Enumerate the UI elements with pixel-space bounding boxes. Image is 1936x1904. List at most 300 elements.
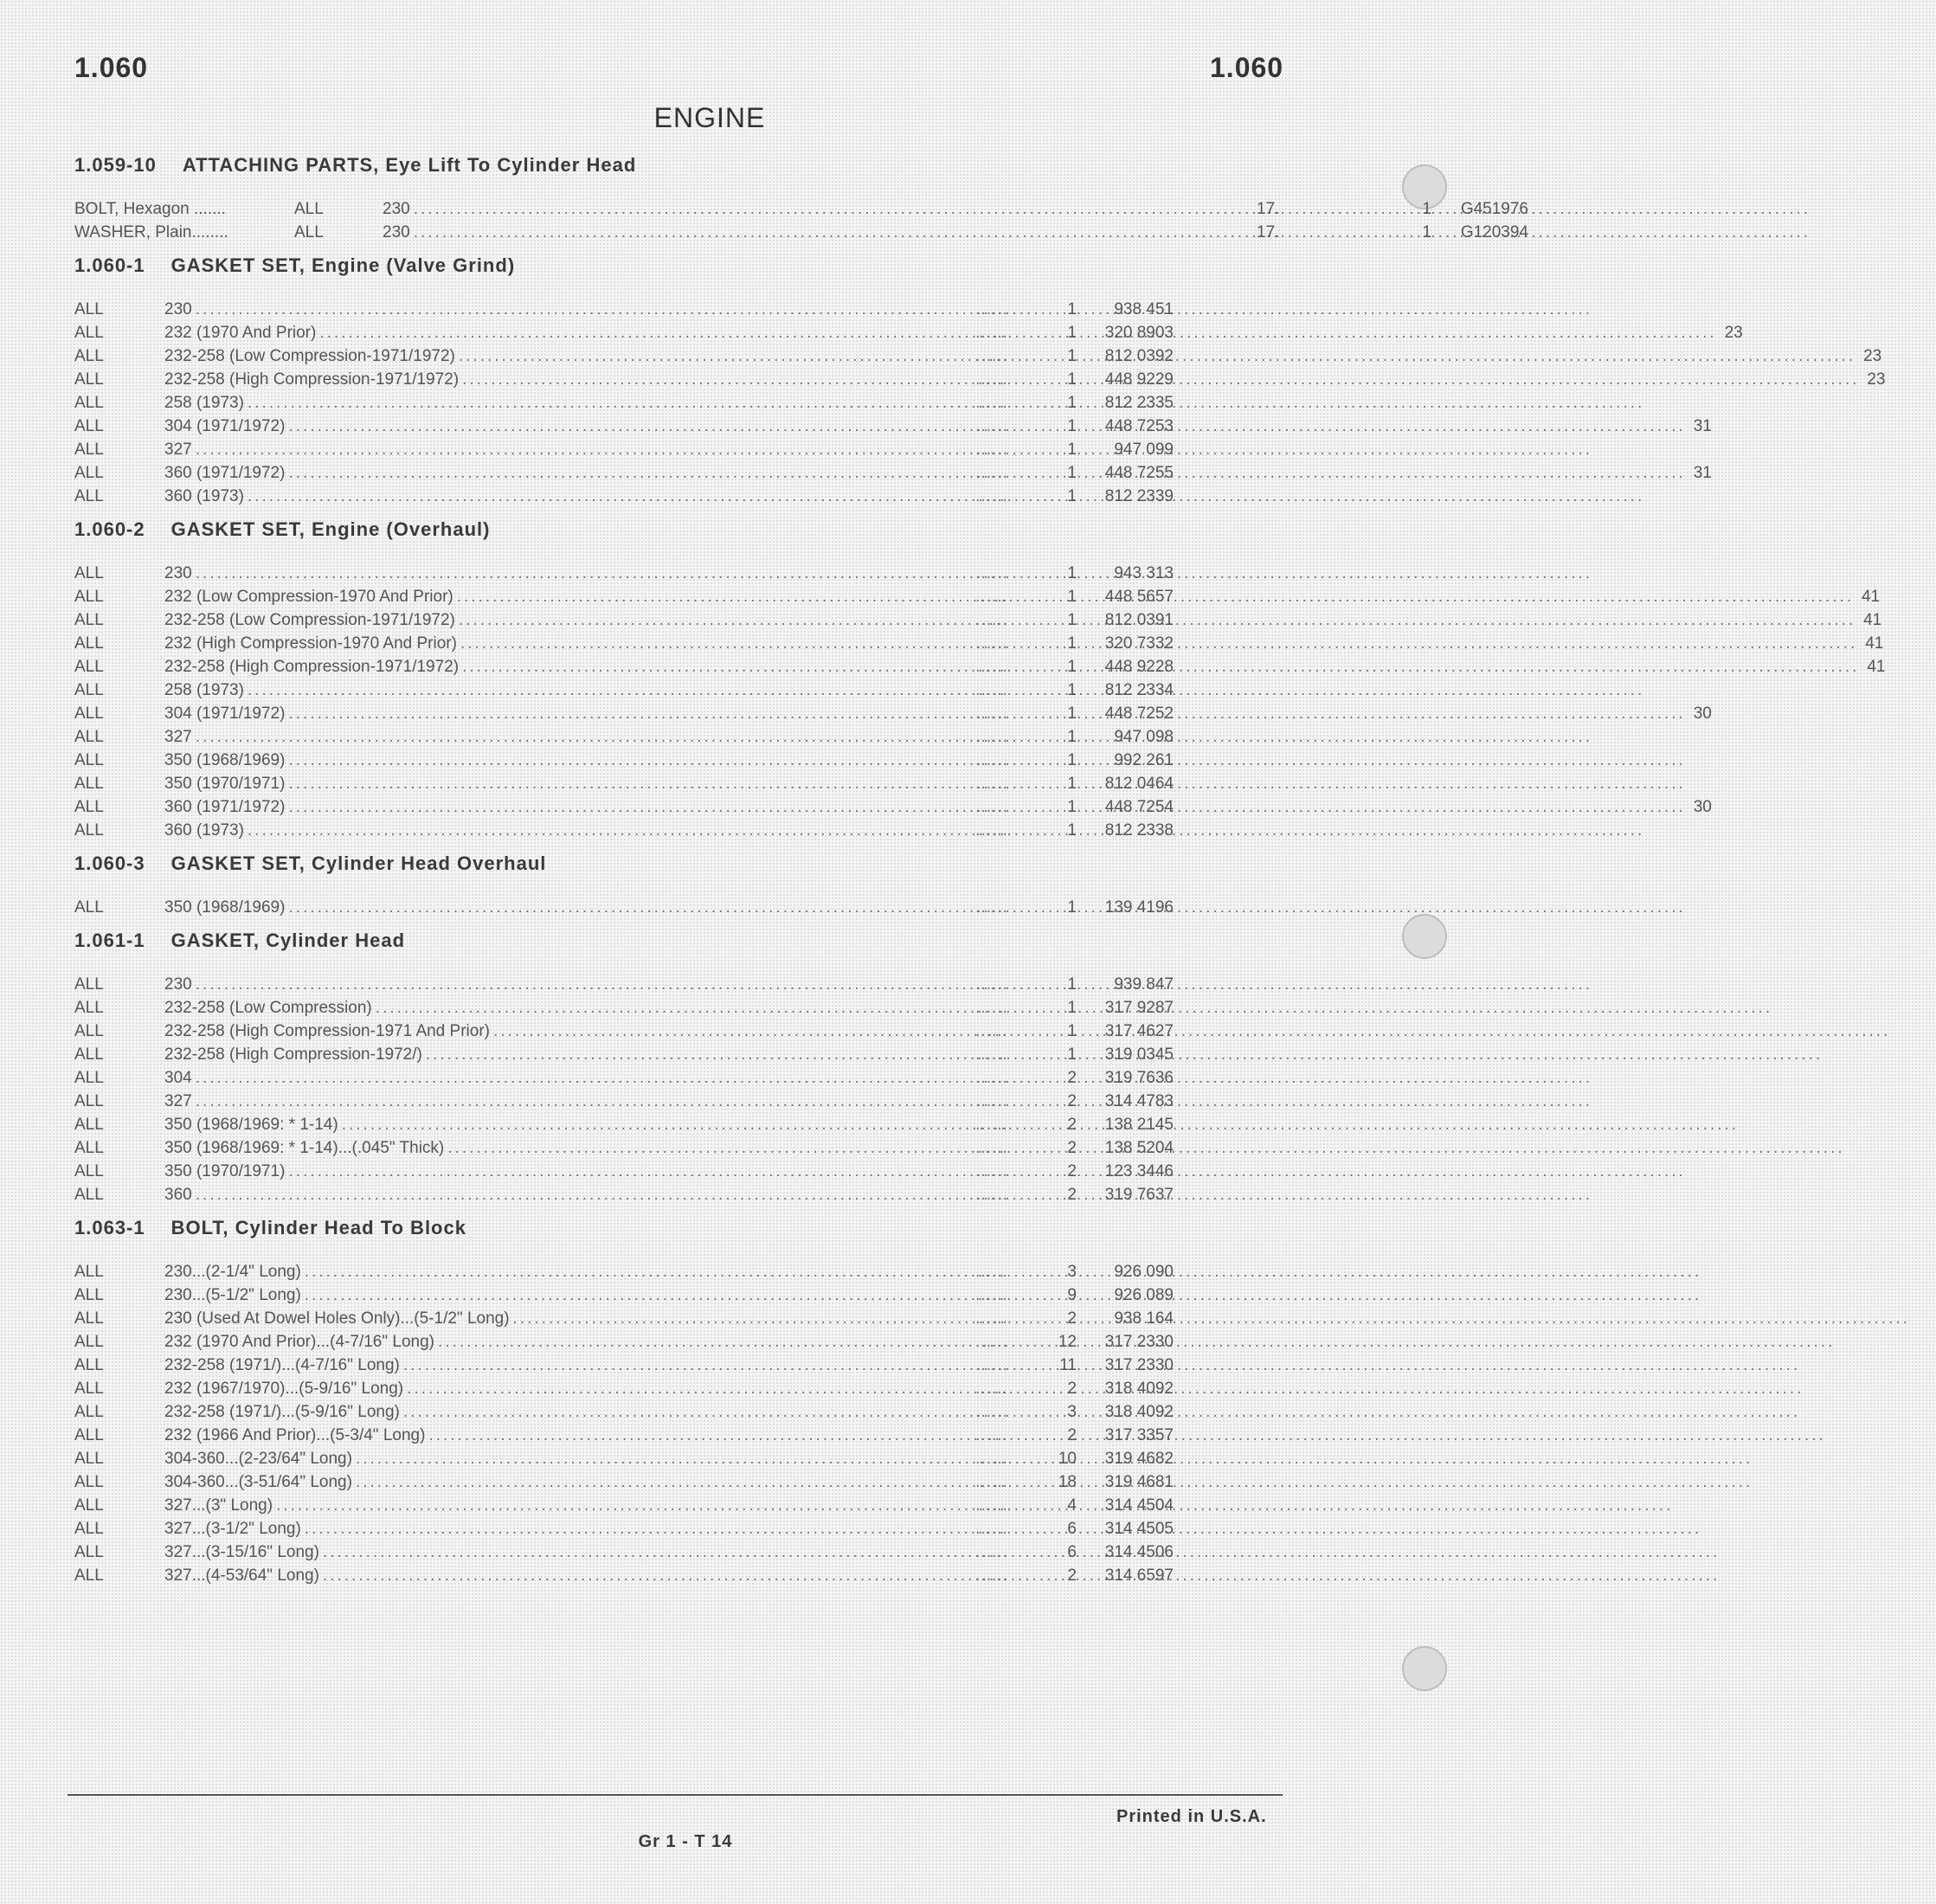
part-row (74, 1541, 1225, 1564)
leader-dots-short (945, 725, 1039, 749)
leader-dots-short (945, 1283, 1039, 1307)
model-code: ALL (74, 1380, 104, 1398)
description-text: 350 (1970/1971) (164, 1162, 286, 1180)
model-code: ALL (74, 999, 104, 1017)
part-description (383, 221, 1257, 244)
part-row (74, 996, 1225, 1020)
part-description (164, 1043, 945, 1066)
leader-dots-short (945, 702, 1039, 725)
part-row (74, 725, 1225, 749)
leader-dots-short (945, 1113, 1039, 1136)
section-heading (74, 852, 1225, 887)
illustration-ref (1742, 1113, 1765, 1136)
illustration-ref (1689, 749, 1712, 772)
part-description (164, 1424, 945, 1447)
part-description (164, 1090, 945, 1113)
part-row (74, 772, 1225, 795)
description-text: 232 (1970 And Prior) (164, 324, 317, 342)
description-text: 327...(4-53/64" Long) (164, 1566, 319, 1585)
leader-dots-short (945, 1330, 1039, 1354)
leader-dots-short (945, 562, 1039, 585)
part-description (164, 725, 945, 749)
part-row (74, 461, 1712, 485)
quantity: 1 (1067, 441, 1077, 459)
illustration-ref: 41 (1861, 588, 1881, 606)
part-row (74, 749, 1225, 772)
model-code: ALL (74, 658, 104, 676)
leader-dots-short (945, 1354, 1039, 1377)
quantity: 2 (1067, 1426, 1077, 1444)
parts-list (74, 154, 1886, 1598)
leader-dots-short (945, 749, 1039, 772)
part-kind: BOLT, Hexagon ....... (74, 200, 226, 218)
part-row (74, 1470, 1225, 1494)
part-description (164, 1160, 945, 1183)
illustration-ref (1723, 1541, 1746, 1564)
part-description (164, 1377, 945, 1400)
leader-dots-short (945, 1400, 1039, 1424)
section-heading (74, 518, 1225, 553)
page-title: ENGINE (653, 102, 766, 133)
part-description (164, 438, 945, 461)
illustration-ref: 23 (1867, 370, 1886, 389)
part-number: 317 4627 (1104, 1022, 1174, 1040)
quantity: 1 (1067, 634, 1077, 653)
part-description (164, 1020, 945, 1043)
description-text: 232-258 (High Compression-1971 And Prior) (164, 1022, 490, 1040)
description-text: 360 (1973) (164, 821, 244, 839)
quantity: 6 (1067, 1520, 1077, 1538)
model-code: ALL (74, 370, 104, 389)
description-text: 360 (164, 1186, 192, 1204)
part-number: 448 7253 (1104, 417, 1174, 435)
part-description (164, 1541, 945, 1564)
quantity: 2 (1067, 1566, 1077, 1585)
part-row (74, 298, 1225, 321)
part-number: 939 847 (1114, 975, 1174, 994)
description-text: 350 (1968/1969) (164, 751, 286, 769)
quantity: 2 (1067, 1309, 1077, 1328)
quantity: 2 (1067, 1069, 1077, 1087)
section-title: BOLT, Cylinder Head To Block (170, 1217, 466, 1238)
section-title: GASKET SET, Engine (Overhaul) (170, 518, 491, 540)
quantity: 1 (1067, 300, 1077, 318)
illustration-ref (1648, 819, 1670, 842)
part-row (74, 1136, 1225, 1160)
quantity: 1 (1067, 347, 1077, 365)
part-row (74, 1354, 1225, 1377)
leader-dots-short (945, 344, 1039, 368)
leader-dots-short (945, 679, 1039, 702)
part-row (74, 1564, 1225, 1587)
part-number: 938 451 (1114, 300, 1174, 318)
illustration-ref (1648, 485, 1670, 508)
part-number: 138 2145 (1104, 1116, 1174, 1134)
quantity: 1 (1067, 798, 1077, 816)
part-row (74, 655, 1886, 679)
part-description (164, 1136, 945, 1160)
description-text: 360 (1971/1972) (164, 798, 286, 816)
description-text: 232-258 (High Compression-1971/1972) (164, 370, 460, 389)
model-code: ALL (74, 1263, 104, 1281)
leader-dots-short (945, 321, 1039, 344)
leader-dots-short (945, 368, 1039, 391)
quantity: 2 (1067, 1092, 1077, 1110)
part-description (164, 1260, 945, 1283)
section-rows (74, 289, 1886, 508)
illustration-ref (1849, 1136, 1871, 1160)
part-row (74, 197, 1528, 221)
part-number: 319 7637 (1104, 1186, 1174, 1204)
part-row (74, 1183, 1225, 1206)
part-row (74, 1377, 1225, 1400)
section-title: GASKET SET, Cylinder Head Overhaul (170, 852, 547, 874)
part-number: 314 6597 (1104, 1566, 1174, 1585)
model-code: ALL (74, 417, 104, 435)
part-row (74, 368, 1886, 391)
section-rows (74, 553, 1886, 842)
model-code: ALL (74, 728, 104, 746)
model-code: ALL (74, 1116, 104, 1134)
part-number: 947 098 (1114, 728, 1174, 746)
section-title: ATTACHING PARTS, Eye Lift To Cylinder Head (182, 154, 637, 176)
quantity: 1 (1067, 1045, 1077, 1064)
part-description (164, 679, 945, 702)
part-row (74, 819, 1225, 842)
illustration-ref (1826, 1043, 1849, 1066)
leader-dots (192, 298, 1596, 321)
quantity: 1 (1067, 751, 1077, 769)
illustration-ref (1776, 996, 1798, 1020)
illustration-ref (1689, 1160, 1712, 1183)
illustration-ref (1894, 1020, 1916, 1043)
illustration-ref (1596, 725, 1618, 749)
quantity: 1 (1067, 588, 1077, 606)
part-number: 812 0391 (1104, 611, 1174, 629)
description-text: 232-258 (1971/)...(5-9/16" Long) (164, 1403, 400, 1421)
description-text: 232 (1966 And Prior)...(5-3/4" Long) (164, 1426, 426, 1444)
part-number: 448 9228 (1104, 658, 1174, 676)
part-description (164, 1330, 945, 1354)
section-number: 1.060-2 (74, 518, 145, 540)
leader-dots-short (945, 1020, 1039, 1043)
leader-dots-short (945, 1377, 1039, 1400)
part-row (74, 1424, 1225, 1447)
leader-dots-short (945, 1494, 1039, 1517)
part-number: 317 2330 (1104, 1356, 1174, 1374)
leader-dots-short (945, 1090, 1039, 1113)
leader-dots (192, 725, 1596, 749)
illustration-ref (1676, 1494, 1699, 1517)
part-description (164, 1283, 945, 1307)
description-text: 232 (1970 And Prior)...(4-7/16" Long) (164, 1333, 434, 1351)
part-number: 319 4681 (1104, 1473, 1174, 1491)
model-code: ALL (74, 1162, 104, 1180)
section-rows (74, 1251, 1225, 1587)
illustration-ref (1648, 391, 1670, 415)
leader-dots-short (945, 1470, 1039, 1494)
illustration-ref (1807, 1377, 1830, 1400)
model-code: ALL (74, 1450, 104, 1468)
description-text: 327 (164, 1092, 192, 1110)
quantity: 1 (1067, 728, 1077, 746)
section-number: 1.060-1 (74, 254, 145, 276)
part-number: 320 8903 (1104, 324, 1174, 342)
part-number: 123 3446 (1104, 1162, 1174, 1180)
description-text: 232 (High Compression-1970 And Prior) (164, 634, 457, 653)
part-description (164, 819, 945, 842)
leader-dots (192, 1183, 1596, 1206)
part-row (74, 1043, 1225, 1066)
parts-section (74, 154, 1528, 244)
part-row (74, 321, 1743, 344)
part-description (164, 973, 945, 996)
part-number: G120394 (1460, 223, 1528, 241)
part-row (74, 1020, 1225, 1043)
part-number: 448 7254 (1104, 798, 1174, 816)
leader-dots-short (945, 1424, 1039, 1447)
illustration-ref: 30 (1693, 798, 1712, 816)
model-code: ALL (74, 1186, 104, 1204)
quantity: 1 (1067, 394, 1077, 412)
leader-dots-short (945, 1183, 1039, 1206)
binder-hole (1402, 914, 1447, 959)
description-text: 230 (164, 975, 192, 994)
section-rows (74, 887, 1225, 919)
description-text: 230...(2-1/4" Long) (164, 1263, 301, 1281)
part-description (164, 391, 945, 415)
quantity: 1 (1067, 417, 1077, 435)
illustration-ref (1756, 1470, 1778, 1494)
leader-dots-short (945, 1260, 1039, 1283)
description-text: 232 (1967/1970)...(5-9/16" Long) (164, 1380, 404, 1398)
part-number: 947 099 (1114, 441, 1174, 459)
part-description (164, 1470, 945, 1494)
printed-notice: Printed in U.S.A. (1116, 1807, 1267, 1826)
leader-dots (192, 438, 1596, 461)
model-code: ALL (74, 588, 104, 606)
footer-code: Gr 1 - T 14 (638, 1832, 733, 1851)
illustration-ref (1689, 896, 1712, 919)
part-row (74, 973, 1225, 996)
illustration-ref: 17. (1257, 223, 1280, 241)
description-text: 258 (1973) (164, 681, 244, 699)
page-number-right: 1.060 (1210, 52, 1284, 83)
leader-dots-short (945, 655, 1039, 679)
part-number: 448 7252 (1104, 704, 1174, 723)
leader-dots-short (945, 585, 1039, 608)
quantity: 4 (1067, 1496, 1077, 1515)
description-text: 232-258 (High Compression-1972/) (164, 1045, 422, 1064)
description-text: 327...(3-1/2" Long) (164, 1520, 301, 1538)
quantity: 9 (1067, 1286, 1077, 1304)
leader-dots-short (945, 795, 1039, 819)
part-row (74, 795, 1712, 819)
part-number: 318 4092 (1104, 1403, 1174, 1421)
part-number: 319 7636 (1104, 1069, 1174, 1087)
description-text: 304 (1971/1972) (164, 704, 286, 723)
description-text: 230 (164, 564, 192, 582)
part-row (74, 1113, 1225, 1136)
part-row (74, 1260, 1225, 1283)
part-row (74, 1494, 1225, 1517)
parts-section (74, 518, 1886, 842)
part-number: 812 2335 (1104, 394, 1174, 412)
quantity: 1 (1067, 999, 1077, 1017)
illustration-ref (1705, 1517, 1727, 1541)
model-code: ALL (294, 200, 324, 218)
part-number: 317 3357 (1104, 1426, 1174, 1444)
part-description (164, 1354, 945, 1377)
description-text: 350 (1970/1971) (164, 775, 286, 793)
leader-dots-short (945, 819, 1039, 842)
model-code: ALL (74, 1022, 104, 1040)
illustration-ref (1596, 438, 1618, 461)
part-row (74, 485, 1225, 508)
illustration-ref: 41 (1863, 611, 1882, 629)
leader-dots-short (945, 1136, 1039, 1160)
leader-dots-short (945, 896, 1039, 919)
description-text: 327...(3" Long) (164, 1496, 273, 1515)
part-row (74, 702, 1712, 725)
leader-dots (410, 197, 1814, 221)
illustration-ref: 23 (1863, 347, 1882, 365)
part-number: 938 164 (1114, 1309, 1174, 1328)
leader-dots-short (945, 391, 1039, 415)
illustration-ref: 41 (1867, 658, 1886, 676)
part-description (164, 562, 945, 585)
illustration-ref (1596, 1066, 1618, 1090)
quantity: 1 (1067, 898, 1077, 917)
quantity: 1 (1067, 370, 1077, 389)
illustration-ref (1705, 1260, 1727, 1283)
illustration-ref: 30 (1693, 704, 1712, 723)
model-code: ALL (74, 1426, 104, 1444)
part-number: 314 4506 (1104, 1543, 1174, 1561)
model-code: ALL (74, 1496, 104, 1515)
leader-dots-short (945, 772, 1039, 795)
part-row (74, 1517, 1225, 1541)
illustration-ref (1596, 1183, 1618, 1206)
model-code: ALL (74, 821, 104, 839)
section-rows (74, 189, 1528, 244)
model-code: ALL (74, 975, 104, 994)
illustration-ref: 17. (1257, 200, 1280, 218)
description-text: 350 (1968/1969) (164, 898, 286, 917)
leader-dots-short (945, 608, 1039, 632)
quantity: 3 (1067, 1263, 1077, 1281)
quantity: 12 (1058, 1333, 1077, 1351)
part-number: 448 5657 (1104, 588, 1174, 606)
description-text: 304-360...(3-51/64" Long) (164, 1473, 352, 1491)
part-row (74, 1330, 1225, 1354)
quantity: 1 (1067, 611, 1077, 629)
illustration-ref (1723, 1564, 1746, 1587)
leader-dots (192, 562, 1596, 585)
illustration-ref (1596, 562, 1618, 585)
part-row (74, 679, 1225, 702)
leader-dots (490, 1020, 1894, 1043)
leader-dots-short (945, 298, 1039, 321)
section-number: 1.060-3 (74, 852, 145, 874)
part-description (164, 749, 945, 772)
leader-dots-short (945, 461, 1039, 485)
section-number: 1.061-1 (74, 929, 145, 951)
description-text: 230 (Used At Dowel Holes Only)...(5-1/2" Long) (164, 1309, 510, 1328)
illustration-ref (1756, 1447, 1778, 1470)
part-number: 926 090 (1114, 1263, 1174, 1281)
model-code: ALL (74, 1092, 104, 1110)
model-code: ALL (74, 611, 104, 629)
model-code: ALL (74, 1403, 104, 1421)
model-code: ALL (74, 1543, 104, 1561)
leader-dots-short (945, 1066, 1039, 1090)
part-number: G451976 (1460, 200, 1528, 218)
description-text: 350 (1968/1969: * 1-14)...(.045" Thick) (164, 1139, 445, 1157)
illustration-ref: 41 (1865, 634, 1884, 653)
description-text: 230 (164, 300, 192, 318)
part-row (74, 1066, 1225, 1090)
quantity: 1 (1067, 464, 1077, 482)
part-description (164, 298, 945, 321)
section-title: GASKET SET, Engine (Valve Grind) (170, 254, 516, 276)
description-text: 230...(5-1/2" Long) (164, 1286, 301, 1304)
part-row (74, 585, 1881, 608)
illustration-ref (1913, 1307, 1936, 1330)
part-number: 992 261 (1114, 751, 1174, 769)
part-number: 318 4092 (1104, 1380, 1174, 1398)
part-description (164, 1400, 945, 1424)
leader-dots-short (945, 438, 1039, 461)
leader-dots (510, 1307, 1913, 1330)
leader-dots-short (945, 1307, 1039, 1330)
quantity: 1 (1067, 704, 1077, 723)
part-row (74, 391, 1225, 415)
footer-rule (68, 1794, 1283, 1796)
model-code: ALL (74, 1333, 104, 1351)
leader-dots-short (945, 1447, 1039, 1470)
parts-section (74, 254, 1886, 508)
leader-dots-short (945, 1160, 1039, 1183)
part-row (74, 1447, 1225, 1470)
description-text: 327 (164, 728, 192, 746)
part-number: 317 2330 (1104, 1333, 1174, 1351)
quantity: 1 (1067, 658, 1077, 676)
part-number: 812 2339 (1104, 487, 1174, 505)
illustration-ref (1705, 1283, 1727, 1307)
part-description (164, 1183, 945, 1206)
part-row (74, 415, 1712, 438)
description-text: 360 (1973) (164, 487, 244, 505)
illustration-ref: 23 (1724, 324, 1743, 342)
model-code: ALL (74, 775, 104, 793)
description-text: 232-258 (Low Compression-1971/1972) (164, 347, 455, 365)
quantity: 1 (1067, 564, 1077, 582)
model-code: ALL (74, 487, 104, 505)
model-code: ALL (74, 798, 104, 816)
leader-dots (192, 973, 1596, 996)
model-code: ALL (74, 1473, 104, 1491)
part-row (74, 221, 1528, 244)
quantity: 2 (1067, 1380, 1077, 1398)
description-text: 304-360...(2-23/64" Long) (164, 1450, 352, 1468)
illustration-ref: 31 (1693, 464, 1712, 482)
part-description (383, 197, 1257, 221)
part-number: 926 089 (1114, 1286, 1174, 1304)
leader-dots-short (945, 632, 1039, 655)
section-heading (74, 154, 1225, 189)
model-code: ALL (74, 1309, 104, 1328)
